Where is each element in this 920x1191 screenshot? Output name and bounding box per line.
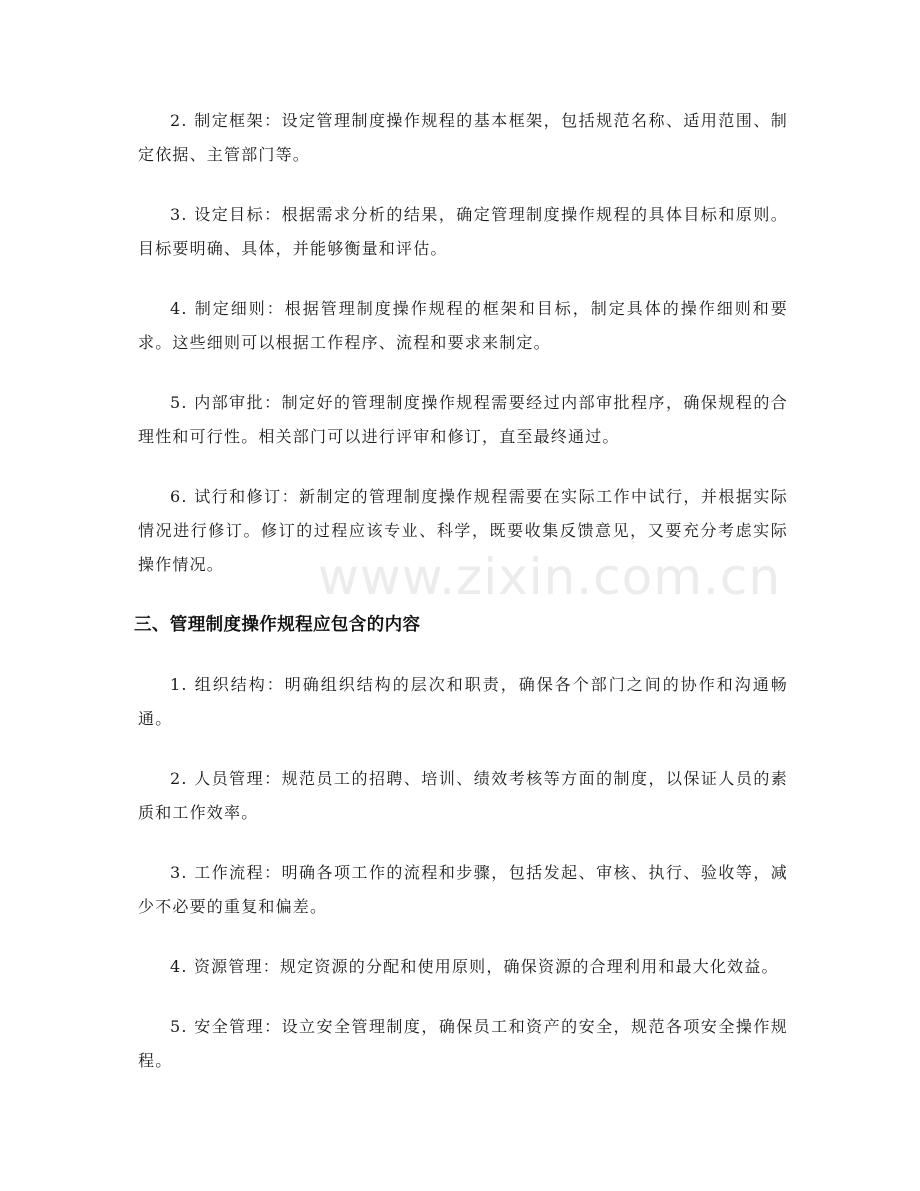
section-heading: 三、管理制度操作规程应包含的内容 [134,615,421,635]
paragraph-detailed-rules: 4. 制定细则：根据管理制度操作规程的框架和目标，制定具体的操作细则和要求。这些细则可以根据工作程序、流程和要求来制定。 [138,299,788,352]
paragraph-workflow: 3. 工作流程：明确各项工作的流程和步骤，包括发起、审核、执行、验收等，减少不必要的重复和偏差。 [138,863,788,916]
paragraph-resources: 4. 资源管理：规定资源的分配和使用原则，确保资源的合理利用和最大化效益。 [170,957,779,976]
watermark: www.zixin.com.cn [318,548,782,606]
paragraph-objectives: 3. 设定目标：根据需求分析的结果，确定管理制度操作规程的具体目标和原则。目标要明确、具体，并能够衡量和评估。 [138,205,788,258]
document-body [134,104,788,1104]
paragraph-personnel: 2. 人员管理：规范员工的招聘、培训、绩效考核等方面的制度，以保证人员的素质和工作效率。 [138,769,788,822]
paragraph-org-structure: 1. 组织结构：明确组织结构的层次和职责，确保各个部门之间的协作和沟通畅通。 [138,675,788,728]
paragraph-framework: 2. 制定框架：设定管理制度操作规程的基本框架，包括规范名称、适用范围、制定依据、主管部门等。 [138,111,788,164]
paragraph-safety: 5. 安全管理：设立安全管理制度，确保员工和资产的安全，规范各项安全操作规程。 [138,1017,788,1070]
paragraph-trial-revision: 6. 试行和修订：新制定的管理制度操作规程需要在实际工作中试行，并根据实际情况进行修订。修订的过程应该专业、科学，既要收集反馈意见，又要充分考虑实际操作情况。 [138,487,788,574]
paragraph-internal-approval: 5. 内部审批：制定好的管理制度操作规程需要经过内部审批程序，确保规程的合理性和可行性。相关部门可以进行评审和修订，直至最终通过。 [138,393,788,446]
